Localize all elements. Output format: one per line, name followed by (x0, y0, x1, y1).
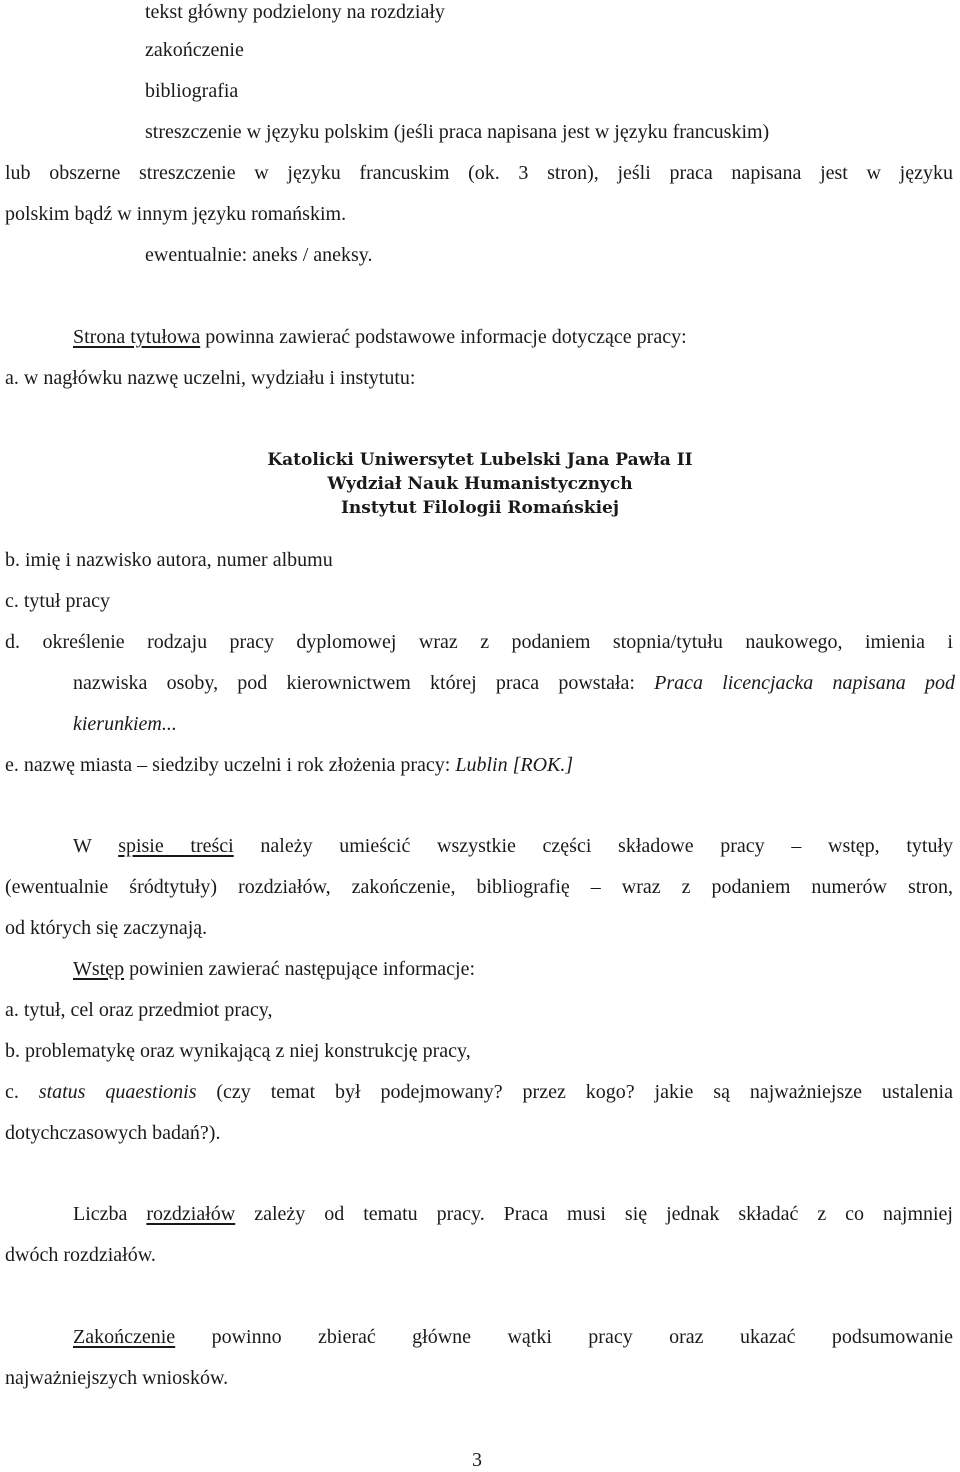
header-university: Katolicki Uniwersytet Lubelski Jana Pawła II (267, 450, 693, 470)
paragraph-conclusion (73, 1325, 953, 1349)
paragraph-line: od których się zaczynają. (5, 917, 208, 939)
list-item: zakończenie (145, 39, 244, 61)
list-item-continuation (73, 712, 177, 736)
paragraph-text: zależy od tematu pracy. Praca musi się jednak składać z co najmniej (235, 1203, 953, 1225)
list-item-continuation (73, 671, 955, 695)
term-chapters: rozdziałów (146, 1203, 236, 1225)
list-item: d. określenie rodzaju pracy dyplomowej wraz z podaniem stopnia/tytułu naukowego, imienia i (5, 631, 953, 653)
term-intro: Wstęp (73, 958, 125, 980)
paragraph-line: (ewentualnie śródtytuły) rozdziałów, zakończenie, bibliografię – wraz z podaniem numerów stron, (5, 876, 953, 898)
list-item-text: nazwiska osoby, pod kierownictwem której praca powstała: (73, 672, 655, 694)
term-status-quaestionis: status quaestionis (38, 1081, 197, 1103)
list-item-continuation: lub obszerne streszczenie w języku francuskim (ok. 3 stron), jeśli praca napisana jest w języku (5, 162, 953, 184)
paragraph-title-page (73, 325, 687, 349)
list-item: streszczenie w języku polskim (jeśli praca napisana jest w języku francuskim) (145, 121, 770, 143)
term-toc: spisie treści (118, 835, 234, 857)
list-item: a. tytuł, cel oraz przedmiot pracy, (5, 999, 273, 1021)
list-item: a. w nagłówku nazwę uczelni, wydziału i instytutu: (5, 367, 416, 389)
example-title: Praca licencjacka napisana pod (654, 672, 955, 694)
paragraph-text: powinno zbierać główne wątki pracy oraz ukazać podsumowanie (175, 1326, 953, 1348)
list-item-text: c. (5, 1081, 39, 1103)
list-item: ewentualnie: aneks / aneksy. (145, 244, 373, 266)
header-institute: Instytut Filologii Romańskiej (340, 498, 620, 518)
list-item (5, 1080, 953, 1104)
paragraph-text: Liczba (73, 1203, 147, 1225)
paragraph-text: powinna zawierać podstawowe informacje dotyczące pracy: (200, 326, 687, 348)
list-item-text: e. nazwę miasta – siedziby uczelni i rok złożenia pracy: (5, 754, 456, 776)
list-item (5, 753, 573, 777)
list-item-continuation: polskim bądź w innym języku romańskim. (5, 203, 347, 225)
paragraph-intro (73, 957, 475, 981)
paragraph-line: najważniejszych wniosków. (5, 1367, 229, 1389)
list-item: tekst główny podzielony na rozdziały (145, 1, 445, 23)
term-title-page: Strona tytułowa (73, 326, 201, 348)
paragraph-text: powinien zawierać następujące informacje: (124, 958, 476, 980)
paragraph-line: dwóch rozdziałów. (5, 1244, 156, 1266)
example-title: kierunkiem... (73, 713, 177, 735)
list-item-text: (czy temat był podejmowany? przez kogo? jakie są najważniejsze ustalenia (196, 1081, 953, 1103)
list-item: b. problematykę oraz wynikającą z niej konstrukcję pracy, (5, 1040, 471, 1062)
example-place: Lublin [ROK.] (455, 754, 574, 776)
term-conclusion: Zakończenie (73, 1326, 176, 1348)
list-item: c. tytuł pracy (5, 590, 110, 612)
university-header (0, 448, 960, 520)
paragraph-text: W (73, 835, 119, 857)
header-faculty: Wydział Nauk Humanistycznych (327, 474, 633, 494)
list-item: bibliografia (145, 80, 239, 102)
paragraph-chapters (73, 1202, 953, 1226)
paragraph-text: należy umieścić wszystkie części składowe pracy – wstęp, tytuły (233, 835, 954, 857)
list-item: b. imię i nazwisko autora, numer albumu (5, 549, 333, 571)
page-number: 3 (472, 1449, 482, 1471)
list-item-continuation: dotychczasowych badań?). (5, 1122, 221, 1144)
paragraph-toc (73, 834, 953, 858)
